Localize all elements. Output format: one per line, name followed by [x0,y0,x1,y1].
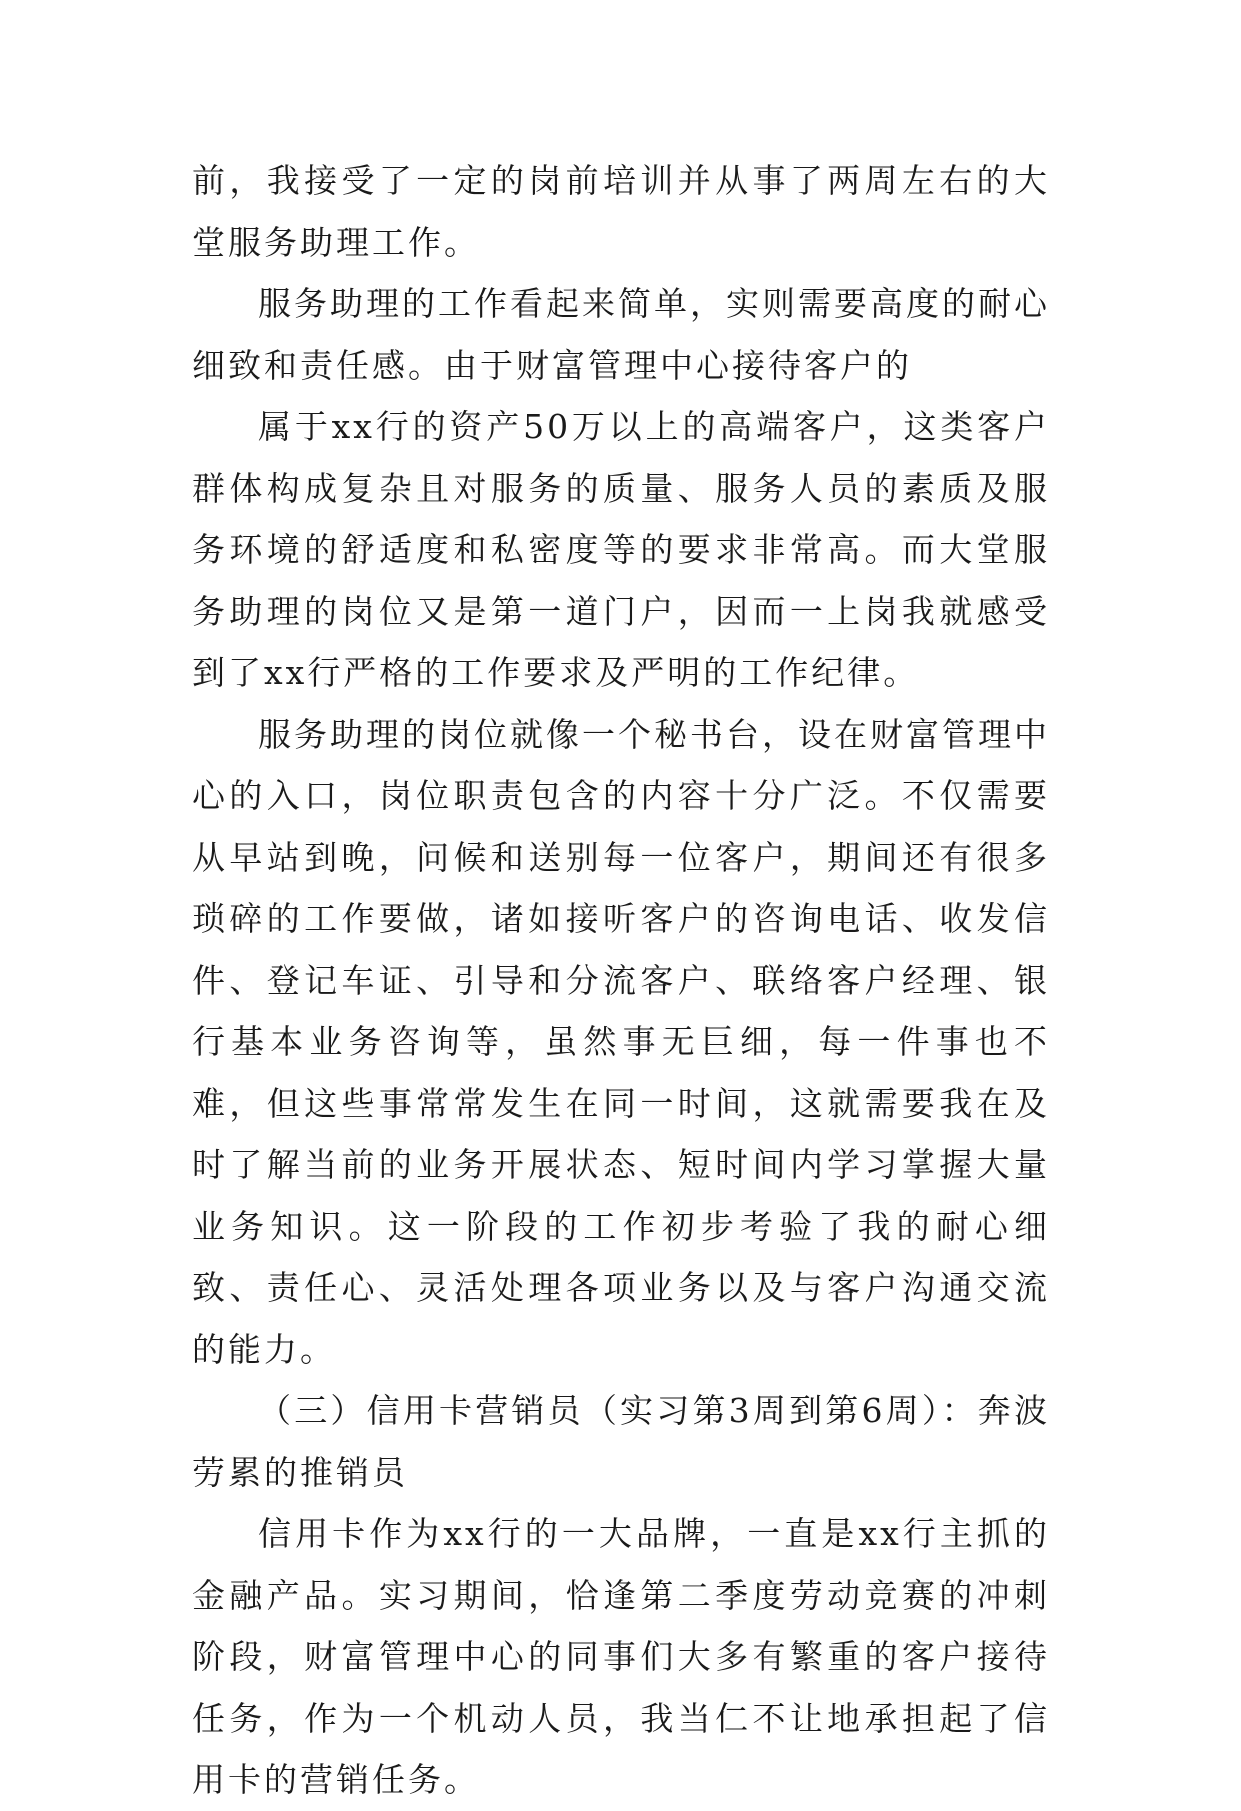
paragraph-high-end-clients: 属于xx行的资产50万以上的高端客户，这类客户群体构成复杂且对服务的质量、服务人员的素质及服务环境的舒适度和私密度等的要求非常高。而大堂服务助理的岗位又是第一道门户，因而一上岗我就感受到了xx行严格的工作要求及严明的工作纪律。 [192,407,1050,692]
paragraph-continuation: 前，我接受了一定的岗前培训并从事了两周左右的大堂服务助理工作。 [192,161,1050,262]
paragraph-reception-duties: 服务助理的岗位就像一个秘书台，设在财富管理中心的入口，岗位职责包含的内容十分广泛。不仅需要从早站到晚，问候和送别每一位客户，期间还有很多琐碎的工作要做，诸如接听客户的咨询电话、收发信件、登记车证、引导和分流客户、联络客户经理、银行基本业务咨询等，虽然事无巨细，每一件事也不难，但这些事常常发生在同一时间，这就需要我在及时了解当前的业务开展状态、短时间内学习掌握大量业务知识。这一阶段的工作初步考验了我的耐心细致、责任心、灵活处理各项业务以及与客户沟通交流的能力。 [192,714,1050,1369]
paragraph-service-assistant: 服务助理的工作看起来简单，实则需要高度的耐心细致和责任感。由于财富管理中心接待客户的 [192,284,1050,385]
document-body [192,150,1050,1811]
section-heading-credit-card: （三）信用卡营销员（实习第3周到第6周）：奔波劳累的推销员 [192,1391,1050,1492]
paragraph-credit-card-marketing: 信用卡作为xx行的一大品牌，一直是xx行主抓的金融产品。实习期间，恰逢第二季度劳动竞赛的冲刺阶段，财富管理中心的同事们大多有繁重的客户接待任务，作为一个机动人员，我当仁不让地承担起了信用卡的营销任务。 [192,1514,1050,1799]
